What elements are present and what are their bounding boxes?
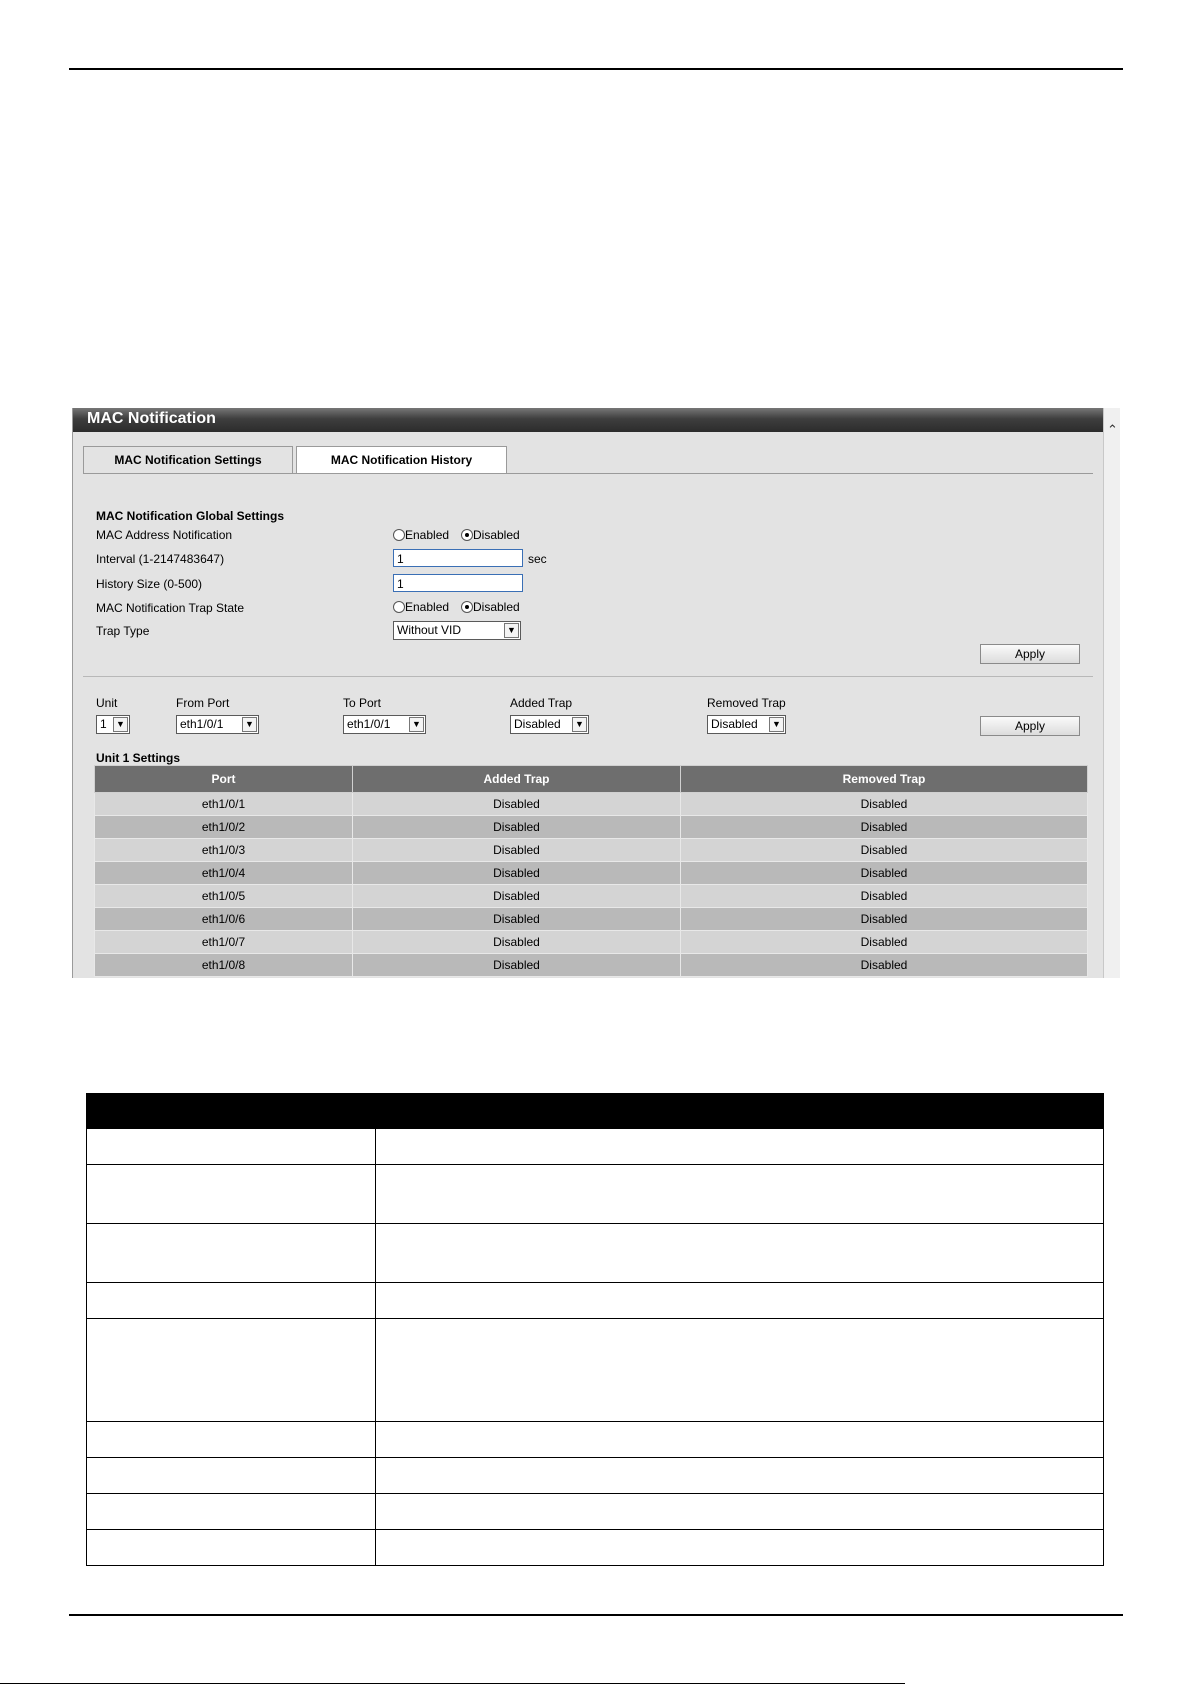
added-trap-select[interactable]: Disabled ▼	[510, 715, 589, 734]
window-titlebar	[73, 408, 1103, 432]
table-cell: eth1/0/4	[95, 862, 353, 885]
chevron-down-icon[interactable]: ▼	[113, 717, 128, 732]
parameter-row	[87, 1129, 1104, 1165]
global-apply-button[interactable]: Apply	[980, 644, 1080, 664]
interval-input[interactable]: 1	[393, 549, 523, 567]
parameter-row	[87, 1165, 1104, 1224]
parameter-cell	[87, 1165, 376, 1224]
window-title: MAC Notification	[87, 410, 216, 427]
chevron-up-icon[interactable]: ⌃	[1107, 422, 1118, 437]
table-cell: Disabled	[353, 816, 681, 839]
parameter-cell	[87, 1319, 376, 1422]
section-divider	[83, 676, 1093, 677]
history-size-label: History Size (0-500)	[96, 577, 203, 591]
table-row	[95, 839, 1088, 862]
chevron-down-icon[interactable]: ▼	[409, 717, 424, 732]
screenshot-frame	[72, 408, 1120, 978]
parameter-cell	[87, 1224, 376, 1283]
description-cell	[376, 1319, 1104, 1422]
trap-type-label: Trap Type	[96, 624, 150, 638]
tab-mac-notification-settings[interactable]: MAC Notification Settings	[83, 446, 293, 473]
interval-label: Interval (1-2147483647)	[96, 552, 225, 566]
table-header-row	[95, 766, 1088, 793]
table-cell: Disabled	[681, 793, 1088, 816]
mac-address-notification-disabled[interactable]: Disabled	[461, 528, 520, 542]
radio-icon[interactable]	[393, 529, 405, 541]
tab-underline	[83, 473, 1093, 474]
vertical-scrollbar[interactable]	[1103, 408, 1120, 978]
unit-select[interactable]: 1 ▼	[96, 715, 130, 734]
table-cell: eth1/0/2	[95, 816, 353, 839]
table-cell: Disabled	[353, 908, 681, 931]
table-row	[95, 908, 1088, 931]
table-row	[95, 885, 1088, 908]
description-cell	[376, 1224, 1104, 1283]
unit-table-title: Unit 1 Settings	[96, 751, 181, 765]
table-row	[95, 931, 1088, 954]
parameter-row	[87, 1494, 1104, 1530]
table-cell: Disabled	[681, 862, 1088, 885]
global-settings-title: MAC Notification Global Settings	[96, 509, 284, 523]
parameter-row	[87, 1283, 1104, 1319]
table-cell: Disabled	[681, 908, 1088, 931]
table-row	[95, 816, 1088, 839]
table-cell: eth1/0/8	[95, 954, 353, 977]
from-port-select[interactable]: eth1/0/1 ▼	[176, 715, 259, 734]
table-cell: Disabled	[353, 931, 681, 954]
description-cell	[376, 1165, 1104, 1224]
table-cell: Disabled	[353, 839, 681, 862]
chevron-down-icon[interactable]: ▼	[769, 717, 784, 732]
trap-state-disabled[interactable]: Disabled	[461, 600, 520, 614]
parameter-header-cell	[87, 1094, 376, 1129]
parameter-cell	[87, 1530, 376, 1566]
table-cell: Disabled	[353, 793, 681, 816]
description-cell	[376, 1494, 1104, 1530]
table-cell: eth1/0/5	[95, 885, 353, 908]
chevron-down-icon[interactable]: ▼	[504, 623, 519, 638]
removed-trap-label: Removed Trap	[707, 696, 786, 710]
radio-icon[interactable]	[393, 601, 405, 613]
table-row	[95, 862, 1088, 885]
to-port-label: To Port	[343, 696, 382, 710]
added-trap-label: Added Trap	[510, 696, 573, 710]
table-cell: Disabled	[681, 954, 1088, 977]
table-cell: Disabled	[681, 816, 1088, 839]
unit-settings-table	[94, 765, 1088, 977]
parameter-cell	[87, 1422, 376, 1458]
page-bottom-rule	[69, 1614, 1123, 1616]
table-cell: eth1/0/7	[95, 931, 353, 954]
table-cell: Disabled	[681, 839, 1088, 862]
unit-label: Unit	[96, 696, 118, 710]
description-cell	[376, 1458, 1104, 1494]
mac-address-notification-enabled[interactable]: Enabled	[393, 528, 449, 542]
radio-icon[interactable]	[461, 529, 473, 541]
parameter-table-header	[87, 1094, 1104, 1129]
trap-state-enabled[interactable]: Enabled	[393, 600, 449, 614]
description-cell	[376, 1530, 1104, 1566]
table-cell: eth1/0/3	[95, 839, 353, 862]
port-apply-button[interactable]: Apply	[980, 716, 1080, 736]
parameter-cell	[87, 1129, 376, 1165]
description-header-cell	[376, 1094, 1104, 1129]
trap-type-select[interactable]: Without VID ▼	[393, 621, 521, 640]
chevron-down-icon[interactable]: ▼	[572, 717, 587, 732]
removed-trap-select[interactable]: Disabled ▼	[707, 715, 786, 734]
chevron-down-icon[interactable]: ▼	[242, 717, 257, 732]
parameter-row	[87, 1224, 1104, 1283]
description-cell	[376, 1283, 1104, 1319]
column-header-added-trap: Added Trap	[353, 766, 681, 793]
interval-unit: sec	[528, 552, 547, 566]
description-cell	[376, 1129, 1104, 1165]
table-cell: Disabled	[681, 931, 1088, 954]
parameter-cell	[87, 1494, 376, 1530]
from-port-label: From Port	[176, 696, 230, 710]
table-cell: Disabled	[353, 862, 681, 885]
table-row	[95, 793, 1088, 816]
table-cell: eth1/0/1	[95, 793, 353, 816]
tab-mac-notification-history[interactable]: MAC Notification History	[296, 446, 507, 473]
history-size-input[interactable]: 1	[393, 574, 523, 592]
table-cell: Disabled	[353, 954, 681, 977]
table-cell: Disabled	[681, 885, 1088, 908]
table-cell: Disabled	[353, 885, 681, 908]
parameter-row	[87, 1530, 1104, 1566]
trap-state-label: MAC Notification Trap State	[96, 601, 245, 615]
radio-icon[interactable]	[461, 601, 473, 613]
table-row	[95, 954, 1088, 977]
mac-address-notification-label: MAC Address Notification	[96, 528, 233, 542]
parameter-table	[86, 1093, 1104, 1566]
table-cell: eth1/0/6	[95, 908, 353, 931]
page-top-rule	[69, 68, 1123, 70]
description-cell	[376, 1422, 1104, 1458]
to-port-select[interactable]: eth1/0/1 ▼	[343, 715, 426, 734]
parameter-row	[87, 1422, 1104, 1458]
parameter-cell	[87, 1283, 376, 1319]
column-header-removed-trap: Removed Trap	[681, 766, 1088, 793]
column-header-port: Port	[95, 766, 353, 793]
parameter-cell	[87, 1458, 376, 1494]
parameter-row	[87, 1458, 1104, 1494]
parameter-row	[87, 1319, 1104, 1422]
